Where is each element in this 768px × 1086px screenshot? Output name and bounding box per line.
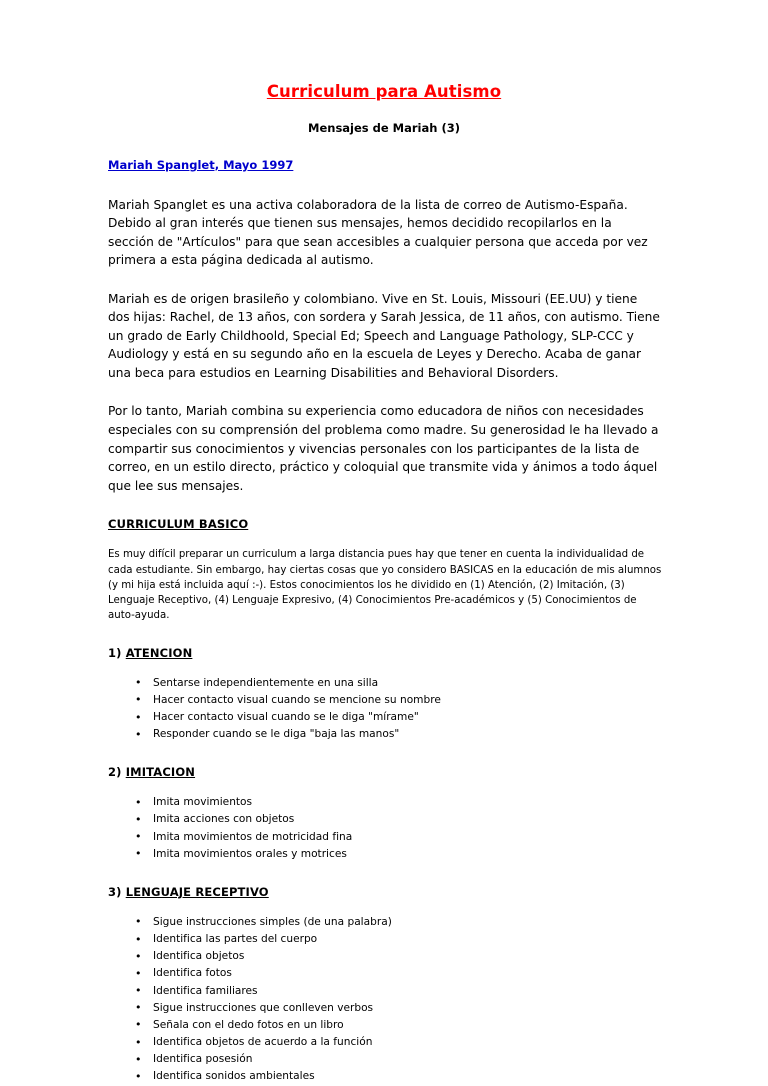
intro-paragraph-2: Mariah es de origen brasileño y colombiano. Vive en St. Louis, Missouri (EE.UU) y tiene dos hijas: Rachel, de 13 años, con sordera y Sarah Jessica, de 11 años, con autismo. Tiene un grado de Early Childhoold, Special Ed; Speech and Language Pathology, SLP-CCC y Audiology y está en su segundo año en la escuela de Leyes y Derecho. Acaba de ganar una beca para estudios en Learning Disabilities and Behavioral Disorders.: [108, 291, 660, 380]
intro-paragraph-3: Por lo tanto, Mariah combina su experiencia como educadora de niños con necesidades especiales con su comprensión del problema como madre. Su generosidad le ha llevado a compartir sus conocimientos y vivencias personales con los participantes de la lista de correo, en un estilo directo, práctico y coloquial que transmite vida y ánimos a todo áquel que lee sus mensajes.: [108, 404, 659, 493]
author-link[interactable]: Mariah Spanglet, Mayo 1997: [108, 157, 294, 172]
document-subtitle: Mensajes de Mariah (3): [308, 120, 460, 135]
section-number-1: 1): [108, 645, 122, 660]
list-item: • Identifica objetos: [108, 948, 660, 965]
list-item: • Sentarse independientemente en una silla: [108, 675, 660, 692]
list-item: • Identifica objetos de acuerdo a la función: [108, 1034, 660, 1051]
section-list-atencion: [108, 660, 660, 744]
intro-paragraph-1: Mariah Spanglet es una activa colaboradora de la lista de correo de Autismo-España. Debido al gran interés que tienen sus mensajes, hemos decidido recopilarlos en la sección de "Artículos" para que sean accesibles a cualquier persona que acceda por vez primera a esta página dedicada al autismo.: [108, 197, 648, 268]
section-heading-lenguaje-receptivo: [108, 863, 660, 899]
list-item: • Sigue instrucciones simples (de una palabra): [108, 914, 660, 931]
list-item: • Identifica posesión: [108, 1051, 660, 1068]
list-item: • Imita acciones con objetos: [108, 811, 660, 828]
author-byline: [108, 136, 660, 172]
list-item: • Identifica familiares: [108, 983, 660, 1000]
curriculum-note-paragraph: Es muy difícil preparar un curriculum a larga distancia pues hay que tener en cuenta la individualidad de cada estudiante. Sin embargo, hay ciertas cosas que yo considero BASICAS en la educación de mis alumnos (y mi hija está incluida aquí :-). Estos conocimientos los he dividido en (1) Atención, (2) Imitación, (3) Lenguaje Receptivo, (4) Lenguaje Expresivo, (4) Conocimientos Pre-académicos y (5) Conocimientos de auto-ayuda.: [108, 549, 662, 622]
curriculum-basico-heading: CURRICULUM BASICO: [108, 517, 249, 532]
page-title: Curriculum para Autismo: [266, 82, 502, 101]
section-list-imitacion: [108, 779, 660, 863]
section-title-3: LENGUAJE RECEPTIVO: [125, 884, 269, 899]
document-content: [108, 0, 660, 1086]
list-item: • Hacer contacto visual cuando se le diga "mírame": [108, 709, 660, 726]
list-item: • Identifica fotos: [108, 965, 660, 982]
section-heading-imitacion: [108, 743, 660, 779]
section-heading-atencion: [108, 624, 660, 660]
section-title-2: IMITACION: [125, 765, 196, 780]
section-list-lenguaje-receptivo: [108, 899, 660, 1086]
section-number-2: 2): [108, 765, 122, 780]
section-title-1: ATENCION: [125, 645, 193, 660]
list-item: • Imita movimientos: [108, 794, 660, 811]
list-item: • Responder cuando se le diga "baja las manos": [108, 726, 660, 743]
list-item: • Identifica las partes del cuerpo: [108, 931, 660, 948]
list-item: • Sigue instrucciones que conlleven verbos: [108, 1000, 660, 1017]
list-item: • Señala con el dedo fotos en un libro: [108, 1017, 660, 1034]
list-item: • Identifica sonidos ambientales: [108, 1068, 660, 1085]
section-number-3: 3): [108, 884, 122, 899]
list-item: • Hacer contacto visual cuando se mencione su nombre: [108, 692, 660, 709]
list-item: • Imita movimientos de motricidad fina: [108, 829, 660, 846]
list-item: • Imita movimientos orales y motrices: [108, 846, 660, 863]
